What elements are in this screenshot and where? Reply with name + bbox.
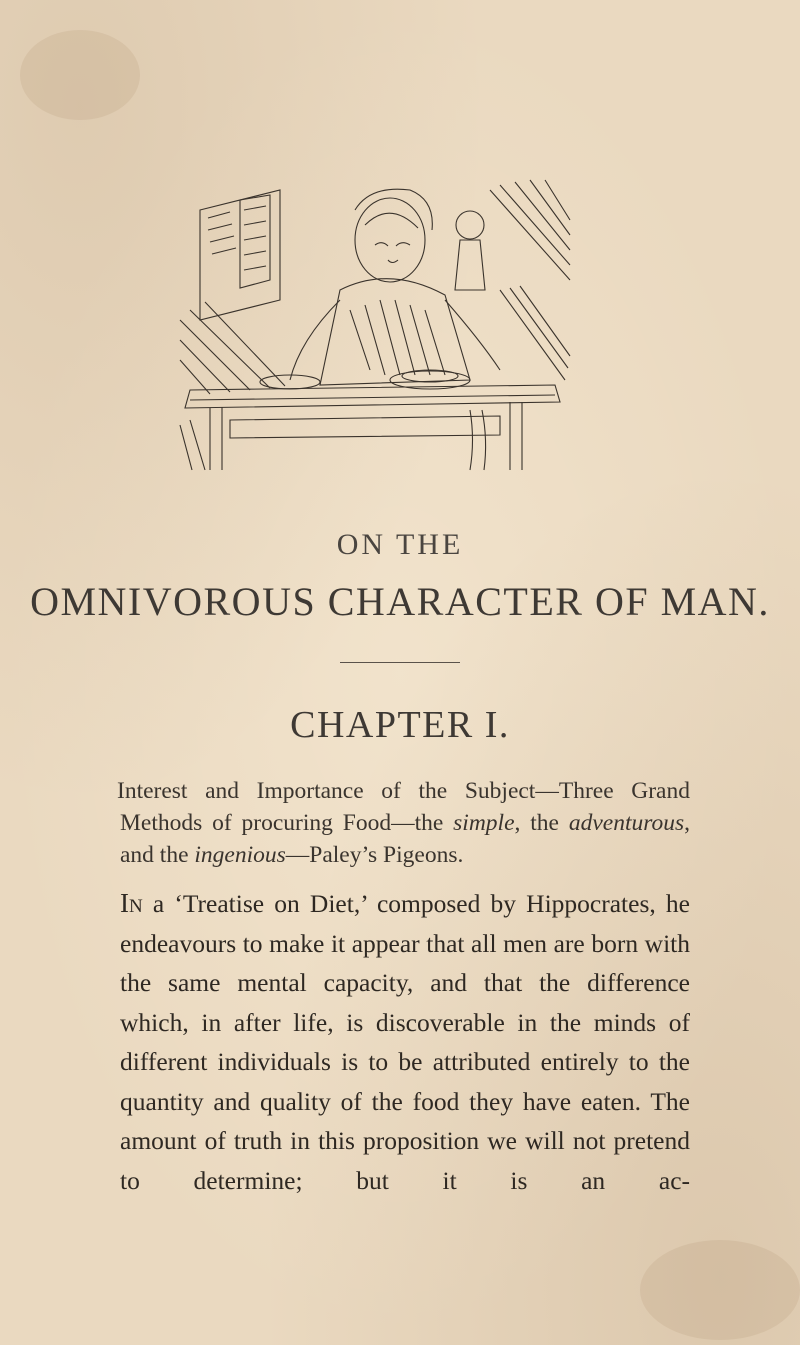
- synopsis-ingenious: ingenious: [194, 842, 286, 868]
- body-text: a ‘Treatise on Diet,’ composed by Hippocrates, he endeavours to make it appear that all men are born with the same mental capacity, and that the difference which, in after life, is discoverable in the minds of different individuals is to be attributed entirely to the quantity and quality of the food they have eaten. The amount of truth in this proposition we will not pretend to determine; but it is an ac-: [120, 889, 690, 1195]
- chapter-synopsis: [117, 775, 691, 871]
- heading-on-the: ON THE: [336, 528, 464, 561]
- synopsis-simple: simple: [453, 810, 515, 836]
- paper-stain: [640, 1240, 800, 1340]
- page-title: OMNIVOROUS CHARACTER OF MAN.: [30, 579, 770, 624]
- chapter-heading: CHAPTER I.: [290, 704, 510, 746]
- divider-rule: [340, 662, 460, 663]
- engraving-kitchen-scene-icon: [170, 170, 575, 490]
- dropcap: In: [120, 888, 143, 918]
- synopsis-adventurous: adventurous: [568, 810, 685, 836]
- synopsis-text: , and the: [120, 810, 691, 868]
- body-paragraph: [120, 884, 690, 1200]
- synopsis-text: , the: [514, 810, 569, 836]
- paper-stain: [20, 30, 140, 120]
- synopsis-text: —Paley’s Pigeons.: [285, 842, 464, 868]
- synopsis-text: Interest and Importance of the Subject—Three Grand Methods of procuring Food—the: [117, 778, 690, 836]
